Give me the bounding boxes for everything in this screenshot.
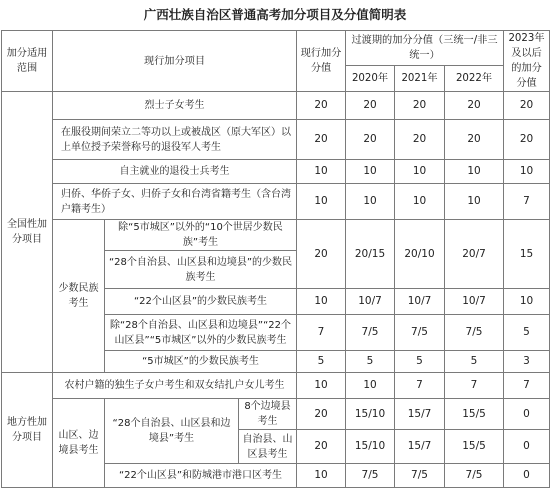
y2022-cell: 10 (445, 184, 504, 220)
bonus-points-table (1, 30, 550, 488)
y2022-cell: 10 (445, 160, 504, 184)
y2023-cell: 0 (504, 399, 550, 430)
y2020-cell: 10 (346, 184, 395, 220)
document-title: 广西壮族自治区普通高考加分项目及分值简明表 (143, 7, 407, 22)
current-cell: 10 (297, 289, 346, 315)
y2020-cell: 15/10 (346, 430, 395, 464)
y2021-cell: 15/7 (395, 430, 445, 464)
item-cell-28: “28个自治县、山区县和边境县”考生 (105, 399, 239, 464)
y2020-cell: 20 (346, 92, 395, 120)
y2020-cell: 5 (346, 351, 395, 373)
current-cell: 10 (297, 184, 346, 220)
item-cell: 烈士子女考生 (53, 92, 297, 120)
current-cell: 20 (297, 430, 346, 464)
y2020-cell: 15/10 (346, 399, 395, 430)
item-cell: 归侨、华侨子女、归侨子女和台湾省籍考生（含台湾户籍考生） (53, 184, 297, 220)
item-cell: 自治县、山区县考生 (239, 430, 297, 464)
y2020-cell: 20/15 (346, 220, 395, 289)
y2021-cell: 20 (395, 92, 445, 120)
table-row (2, 120, 550, 160)
y2021-cell: 10 (395, 160, 445, 184)
y2023-cell: 0 (504, 430, 550, 464)
y2023-cell: 15 (504, 220, 550, 289)
table-row (2, 184, 550, 220)
current-cell: 10 (297, 373, 346, 399)
item-cell: 在服役期间荣立二等功以上或被战区（原大军区）以上单位授予荣誉称号的退役军人考生 (53, 120, 297, 160)
header-year-2020: 2020年 (346, 65, 395, 91)
current-cell: 7 (297, 315, 346, 351)
group-local: 地方性加分项目 (2, 373, 53, 488)
header-row (2, 31, 550, 66)
y2023-cell: 20 (504, 120, 550, 160)
table-row (2, 373, 550, 399)
item-cell: 农村户籍的独生子女户考生和双女结扎户女儿考生 (53, 373, 297, 399)
item-cell: 自主就业的退役士兵考生 (53, 160, 297, 184)
y2023-cell: 7 (504, 184, 550, 220)
item-cell: 除“5市城区”以外的“10个世居少数民族”考生 (105, 220, 297, 251)
group-minority: 少数民族考生 (53, 220, 105, 373)
header-project: 现行加分项目 (53, 31, 297, 92)
current-cell: 20 (297, 399, 346, 430)
current-cell: 20 (297, 220, 346, 289)
y2020-cell: 20 (346, 120, 395, 160)
table-row (2, 399, 550, 430)
table-row (2, 220, 550, 251)
y2022-cell: 10/7 (445, 289, 504, 315)
y2021-cell: 10/7 (395, 289, 445, 315)
y2023-cell: 7 (504, 373, 550, 399)
y2021-cell: 20 (395, 120, 445, 160)
y2023-cell: 0 (504, 464, 550, 488)
y2022-cell: 5 (445, 351, 504, 373)
y2021-cell: 7/5 (395, 315, 445, 351)
header-scope: 加分适用范围 (2, 31, 53, 92)
y2022-cell: 15/5 (445, 430, 504, 464)
y2022-cell: 20/7 (445, 220, 504, 289)
y2021-cell: 20/10 (395, 220, 445, 289)
y2022-cell: 15/5 (445, 399, 504, 430)
y2023-cell: 5 (504, 315, 550, 351)
y2021-cell: 10 (395, 184, 445, 220)
y2021-cell: 7/5 (395, 464, 445, 488)
y2021-cell: 7 (395, 373, 445, 399)
y2023-cell: 10 (504, 289, 550, 315)
y2022-cell: 20 (445, 92, 504, 120)
table-row (2, 92, 550, 120)
y2022-cell: 7/5 (445, 464, 504, 488)
header-transition: 过渡期的加分分值（三统一/非三统一） (346, 31, 504, 66)
y2022-cell: 7/5 (445, 315, 504, 351)
y2021-cell: 15/7 (395, 399, 445, 430)
current-cell: 20 (297, 92, 346, 120)
table-row (2, 160, 550, 184)
y2020-cell: 10/7 (346, 289, 395, 315)
item-cell: “22个山区县”和防城港市港口区考生 (105, 464, 297, 488)
item-cell: “28个自治县、山区县和边境县”的少数民族考生 (105, 251, 297, 289)
header-year-2022: 2022年 (445, 65, 504, 91)
item-cell: 8个边境县考生 (239, 399, 297, 430)
y2023-cell: 10 (504, 160, 550, 184)
header-2023: 2023年及以后的加分分值 (504, 31, 550, 92)
y2020-cell: 7/5 (346, 315, 395, 351)
current-cell: 20 (297, 120, 346, 160)
item-cell: “22个山区县”的少数民族考生 (105, 289, 297, 315)
current-cell: 5 (297, 351, 346, 373)
group-mountain: 山区、边境县考生 (53, 399, 105, 488)
item-cell: “5市城区”的少数民族考生 (105, 351, 297, 373)
y2022-cell: 20 (445, 120, 504, 160)
y2022-cell: 7 (445, 373, 504, 399)
y2020-cell: 10 (346, 160, 395, 184)
current-cell: 10 (297, 160, 346, 184)
y2023-cell: 3 (504, 351, 550, 373)
header-year-2021: 2021年 (395, 65, 445, 91)
group-national: 全国性加分项目 (2, 92, 53, 373)
y2021-cell: 5 (395, 351, 445, 373)
current-cell: 10 (297, 464, 346, 488)
item-cell: 除“28个自治县、山区县和边境县”“22个山区县”“5市城区”以外的少数民族考生 (105, 315, 297, 351)
y2020-cell: 10 (346, 373, 395, 399)
header-current: 现行加分分值 (297, 31, 346, 92)
y2020-cell: 7/5 (346, 464, 395, 488)
y2023-cell: 20 (504, 92, 550, 120)
